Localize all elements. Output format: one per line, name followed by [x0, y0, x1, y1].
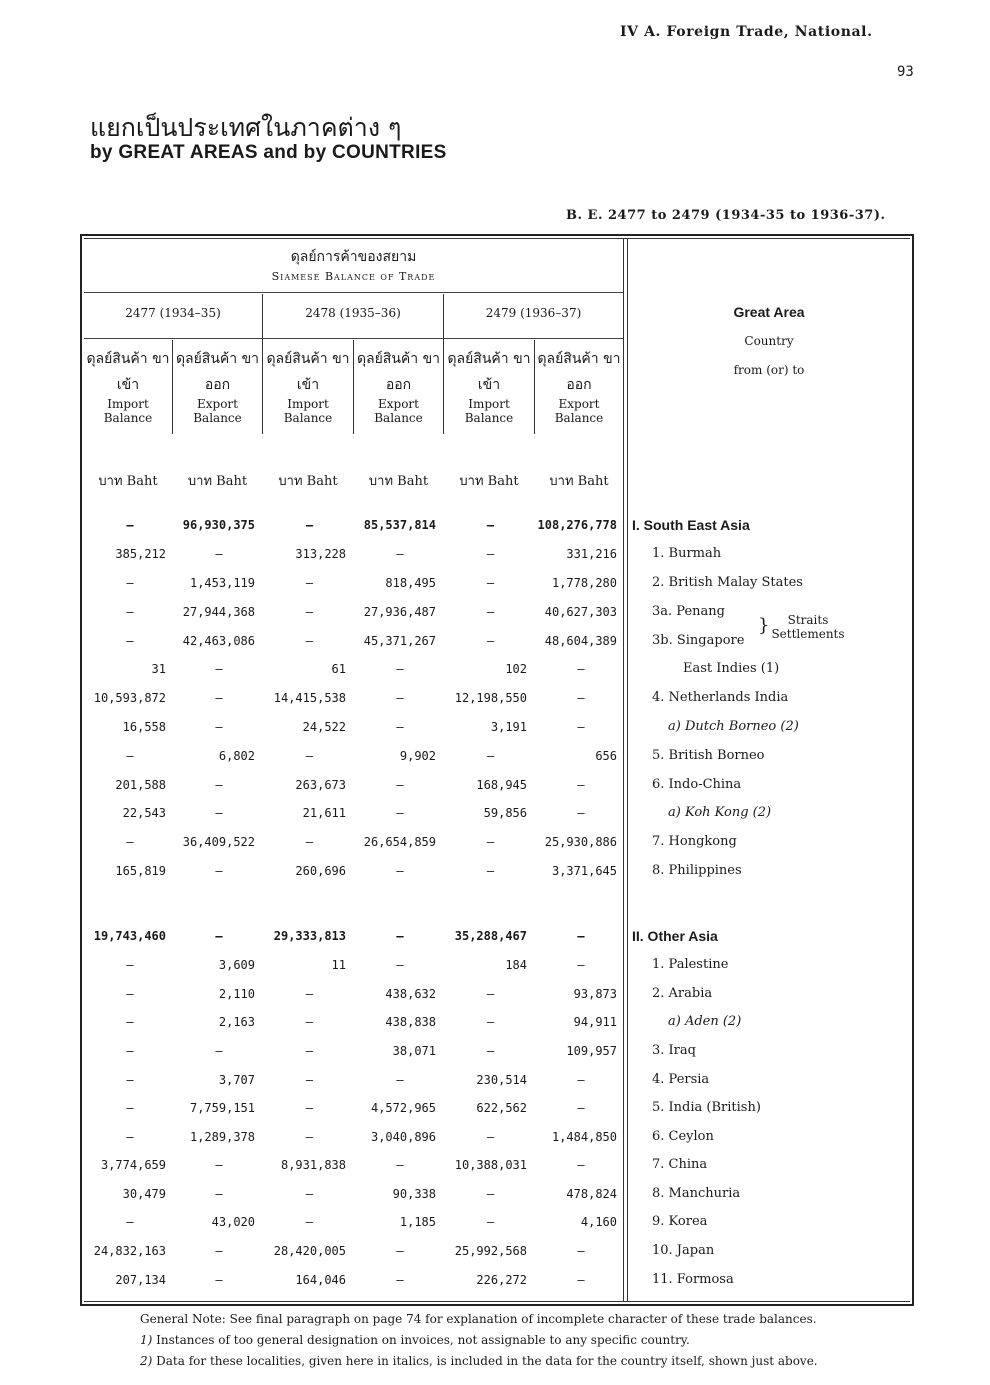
balance-cell: 6,802: [218, 749, 255, 763]
balance-cell: 622,562: [476, 1101, 527, 1115]
balance-cell: 478,824: [566, 1187, 617, 1201]
balance-cell: —: [305, 835, 314, 849]
col-import-label: Import Balance: [464, 397, 514, 425]
balance-cell: —: [396, 1158, 404, 1172]
balance-cell: 165,819: [115, 864, 166, 878]
country-name: a) Koh Kong (2): [668, 805, 772, 820]
balance-cell: —: [305, 1101, 314, 1115]
balance-header-thai: ดุลย์การค้าของสยาม: [290, 249, 417, 265]
balance-cell: 184: [505, 958, 527, 972]
balance-cell: —: [577, 778, 585, 792]
balance-cell: —: [215, 864, 223, 878]
balance-cell: 201,588: [115, 778, 166, 792]
balance-cell: 1,778,280: [551, 576, 617, 590]
balance-cell: —: [486, 1044, 495, 1058]
balance-cell: 11: [331, 958, 346, 972]
from-to-header: from (or) to: [733, 363, 805, 377]
balance-cell: 109,957: [566, 1044, 617, 1058]
balance-cell: 385,212: [115, 547, 166, 561]
page-number: 93: [897, 64, 914, 80]
balance-cell: —: [126, 1015, 134, 1029]
balance-cell: 10,593,872: [93, 691, 166, 705]
col-import-thai: ดุลย์สินค้า ขาเข้า: [266, 351, 350, 393]
balance-cell: —: [486, 1187, 495, 1201]
balance-cell: —: [215, 806, 223, 820]
balance-cell: —: [215, 778, 223, 792]
country-name: 2. Arabia: [652, 986, 713, 1001]
balance-cell: 40,627,303: [544, 605, 617, 619]
country-name: 6. Indo-China: [652, 777, 742, 792]
balance-cell: —: [126, 835, 134, 849]
balance-cell: 3,774,659: [100, 1158, 166, 1172]
balance-cell: —: [126, 518, 134, 532]
balance-cell: —: [396, 929, 404, 943]
col-export-label: Export Balance: [374, 397, 423, 425]
balance-cell: 108,276,778: [537, 518, 617, 532]
unit-label: บาท Baht: [459, 474, 519, 489]
balance-cell: —: [396, 806, 404, 820]
balance-cell: —: [305, 1073, 314, 1087]
balance-cell: —: [305, 1044, 314, 1058]
balance-cell: —: [126, 605, 134, 619]
general-note-label: General Note:: [140, 1312, 226, 1326]
balance-cell: 263,673: [295, 778, 346, 792]
country-name: 8. Manchuria: [652, 1186, 741, 1201]
country-name: 7. China: [652, 1157, 708, 1172]
country-name: 2. British Malay States: [652, 575, 803, 590]
balance-cell: —: [305, 1215, 314, 1229]
balance-cell: 1,484,850: [551, 1130, 617, 1144]
great-area-name: I. South East Asia: [632, 517, 750, 533]
balance-cell: —: [486, 1215, 495, 1229]
unit-label: บาท Baht: [187, 474, 248, 489]
balance-cell: —: [486, 987, 495, 1001]
balance-cell: —: [486, 518, 495, 532]
country-name: 3a. Penang: [652, 604, 725, 619]
balance-cell: 438,632: [385, 987, 436, 1001]
balance-cell: 102: [505, 662, 527, 676]
balance-cell: —: [215, 1273, 223, 1287]
col-export-thai: ดุลย์สินค้า ขาออก: [356, 351, 441, 393]
unit-label: บาท Baht: [98, 474, 158, 489]
balance-cell: 331,216: [566, 547, 617, 561]
balance-cell: 36,409,522: [182, 835, 255, 849]
balance-cell: —: [577, 1273, 585, 1287]
balance-cell: 35,288,467: [454, 929, 527, 943]
country-name: 9. Korea: [652, 1214, 708, 1229]
footnote-2-label: 2): [140, 1354, 153, 1368]
balance-cell: —: [215, 1244, 223, 1258]
unit-label: บาท Baht: [278, 474, 338, 489]
balance-cell: 260,696: [295, 864, 346, 878]
unit-label: บาท Baht: [368, 474, 429, 489]
balance-cell: 818,495: [385, 576, 436, 590]
balance-cell: —: [396, 662, 404, 676]
balance-cell: —: [577, 958, 585, 972]
balance-cell: 226,272: [476, 1273, 527, 1287]
balance-cell: 2,110: [218, 987, 255, 1001]
balance-cell: 3,191: [490, 720, 527, 734]
balance-cell: —: [126, 987, 134, 1001]
straits-settlements-label: Straits Settlements: [771, 613, 845, 641]
balance-cell: 19,743,460: [93, 929, 166, 943]
balance-cell: 29,333,813: [273, 929, 346, 943]
title-thai: แยกเป็นประเทศในภาคต่าง ๆ: [90, 113, 402, 142]
balance-cell: —: [486, 1015, 495, 1029]
col-import-thai: ดุลย์สินค้า ขาเข้า: [86, 351, 170, 393]
col-import-label: Import Balance: [283, 397, 333, 425]
country-name: 8. Philippines: [652, 863, 742, 878]
balance-cell: —: [396, 720, 404, 734]
balance-cell: 27,944,368: [182, 605, 255, 619]
balance-cell: 30,479: [122, 1187, 166, 1201]
country-name: 5. British Borneo: [652, 748, 765, 763]
balance-cell: 45,371,267: [363, 634, 436, 648]
balance-cell: —: [396, 778, 404, 792]
country-name: 6. Ceylon: [652, 1129, 714, 1144]
country-name: 1. Burmah: [652, 546, 722, 561]
footnote-2: [140, 1354, 818, 1368]
balance-cell: 25,992,568: [454, 1244, 527, 1258]
balance-cell: —: [305, 605, 314, 619]
balance-cell: 164,046: [295, 1273, 346, 1287]
year-2478-header: 2478 (1935–36): [305, 306, 401, 320]
balance-cell: —: [126, 1073, 134, 1087]
balance-cell: 38,071: [392, 1044, 436, 1058]
balance-cell: 8,931,838: [280, 1158, 346, 1172]
balance-cell: —: [486, 605, 495, 619]
balance-header-english: Siamese Balance of Trade: [271, 270, 436, 283]
balance-cell: 24,522: [302, 720, 346, 734]
balance-cell: —: [126, 634, 134, 648]
balance-cell: —: [126, 749, 134, 763]
balance-cell: —: [486, 749, 495, 763]
footnote-1-text: Instances of too general designation on invoices, not assignable to any specific country.: [156, 1333, 690, 1347]
balance-cell: —: [396, 864, 404, 878]
balance-cell: 656: [595, 749, 617, 763]
unit-label: บาท Baht: [549, 474, 609, 489]
country-name: 11. Formosa: [652, 1272, 734, 1287]
balance-cell: 313,228: [295, 547, 346, 561]
balance-cell: —: [215, 1158, 223, 1172]
balance-cell: —: [396, 547, 404, 561]
balance-cell: —: [396, 958, 404, 972]
country-name: 3b. Singapore: [652, 633, 745, 648]
balance-cell: —: [396, 1273, 404, 1287]
balance-cell: —: [577, 720, 585, 734]
country-name: a) Aden (2): [668, 1014, 742, 1029]
great-area-name: II. Other Asia: [632, 928, 718, 944]
balance-cell: —: [126, 1044, 134, 1058]
balance-cell: —: [126, 576, 134, 590]
balance-cell: 28,420,005: [273, 1244, 346, 1258]
balance-cell: 230,514: [476, 1073, 527, 1087]
balance-cell: 27,936,487: [363, 605, 436, 619]
balance-cell: —: [486, 547, 495, 561]
country-name: 10. Japan: [652, 1243, 715, 1258]
country-name: 7. Hongkong: [652, 834, 737, 849]
balance-cell: 4,160: [580, 1215, 617, 1229]
balance-cell: —: [305, 749, 314, 763]
general-note: [140, 1312, 817, 1326]
balance-cell: 90,338: [392, 1187, 436, 1201]
period-label: B. E. 2477 to 2479 (1934-35 to 1936-37).: [566, 208, 886, 223]
balance-cell: —: [577, 806, 585, 820]
balance-cell: 3,371,645: [551, 864, 617, 878]
col-import-label: Import Balance: [103, 397, 153, 425]
balance-cell: 85,537,814: [363, 518, 436, 532]
balance-cell: 16,558: [122, 720, 166, 734]
country-name: 3. Iraq: [652, 1043, 696, 1058]
balance-cell: 3,609: [218, 958, 255, 972]
general-note-text: See final paragraph on page 74 for explanation of incomplete character of these trade balances.: [229, 1312, 817, 1326]
country-name: 4. Netherlands India: [652, 690, 789, 705]
balance-cell: —: [577, 662, 585, 676]
footnote-2-text: Data for these localities, given here in italics, is included in the data for the country itself, shown just above.: [156, 1354, 818, 1368]
section-header: IV A. Foreign Trade, National.: [620, 24, 873, 40]
balance-cell: 26,654,859: [363, 835, 436, 849]
balance-cell: —: [577, 1073, 585, 1087]
balance-cell: 43,020: [211, 1215, 255, 1229]
balance-cell: —: [486, 835, 495, 849]
balance-cell: 7,759,151: [189, 1101, 255, 1115]
balance-cell: —: [215, 547, 223, 561]
year-2479-header: 2479 (1936–37): [485, 306, 582, 320]
col-export-thai: ดุลย์สินค้า ขาออก: [175, 351, 260, 393]
country-name: a) Dutch Borneo (2): [668, 719, 799, 734]
balance-cell: 3,040,896: [370, 1130, 436, 1144]
balance-cell: —: [215, 662, 223, 676]
country-name: 1. Palestine: [652, 957, 729, 972]
balance-cell: 1,185: [399, 1215, 436, 1229]
balance-cell: —: [396, 691, 404, 705]
balance-cell: —: [215, 1187, 223, 1201]
balance-cell: —: [305, 1130, 314, 1144]
balance-cell: 9,902: [399, 749, 436, 763]
balance-cell: 10,388,031: [454, 1158, 527, 1172]
balance-cell: —: [126, 958, 134, 972]
balance-cell: 25,930,886: [544, 835, 617, 849]
balance-cell: —: [577, 929, 585, 943]
footnote-1: [140, 1333, 690, 1347]
balance-cell: 42,463,086: [182, 634, 255, 648]
balance-cell: 61: [331, 662, 346, 676]
balance-cell: —: [486, 634, 495, 648]
country-name: East Indies (1): [683, 661, 780, 676]
footnote-1-label: 1): [140, 1333, 153, 1347]
balance-cell: 31: [151, 662, 166, 676]
balance-cell: —: [486, 1130, 495, 1144]
country-name: 5. India (British): [652, 1100, 761, 1115]
balance-cell: —: [215, 1044, 223, 1058]
balance-cell: —: [126, 1101, 134, 1115]
balance-cell: 3,707: [218, 1073, 255, 1087]
balance-cell: 14,415,538: [273, 691, 346, 705]
balance-cell: —: [577, 691, 585, 705]
balance-cell: —: [305, 518, 314, 532]
balance-cell: —: [305, 1187, 314, 1201]
balance-cell: 12,198,550: [454, 691, 527, 705]
great-area-header: Great Area: [733, 304, 805, 320]
balance-cell: 438,838: [385, 1015, 436, 1029]
balance-cell: 21,611: [302, 806, 346, 820]
balance-cell: —: [215, 691, 223, 705]
col-import-thai: ดุลย์สินค้า ขาเข้า: [447, 351, 531, 393]
balance-cell: —: [126, 1215, 134, 1229]
balance-cell: —: [126, 1130, 134, 1144]
year-2477-header: 2477 (1934–35): [125, 306, 221, 320]
balance-cell: —: [215, 720, 223, 734]
balance-cell: —: [486, 864, 495, 878]
balance-cell: 48,604,389: [544, 634, 617, 648]
balance-cell: —: [577, 1158, 585, 1172]
balance-cell: 93,873: [573, 987, 617, 1001]
balance-cell: 22,543: [122, 806, 166, 820]
col-export-thai: ดุลย์สินค้า ขาออก: [537, 351, 621, 393]
balance-cell: —: [305, 576, 314, 590]
balance-cell: 96,930,375: [182, 518, 255, 532]
balance-cell: 2,163: [218, 1015, 255, 1029]
col-export-label: Export Balance: [193, 397, 242, 425]
balance-cell: 1,453,119: [189, 576, 255, 590]
country-header: Country: [744, 334, 794, 348]
country-name: 4. Persia: [652, 1072, 710, 1087]
straits-brace: }: [758, 615, 770, 636]
balance-cell: 4,572,965: [370, 1101, 436, 1115]
col-export-label: Export Balance: [554, 397, 604, 425]
balance-cell: 207,134: [115, 1273, 166, 1287]
balance-cell: —: [577, 1244, 585, 1258]
balance-cell: —: [215, 929, 223, 943]
balance-cell: 59,856: [483, 806, 527, 820]
title-english: by GREAT AREAS and by COUNTRIES: [90, 142, 447, 163]
balance-cell: —: [305, 634, 314, 648]
balance-cell: —: [396, 1073, 404, 1087]
balance-cell: 168,945: [476, 778, 527, 792]
balance-cell: 94,911: [573, 1015, 617, 1029]
balance-cell: —: [305, 987, 314, 1001]
balance-cell: —: [486, 576, 495, 590]
balance-cell: —: [577, 1101, 585, 1115]
balance-cell: —: [396, 1244, 404, 1258]
balance-cell: 1,289,378: [189, 1130, 255, 1144]
balance-cell: 24,832,163: [93, 1244, 166, 1258]
balance-cell: —: [305, 1015, 314, 1029]
